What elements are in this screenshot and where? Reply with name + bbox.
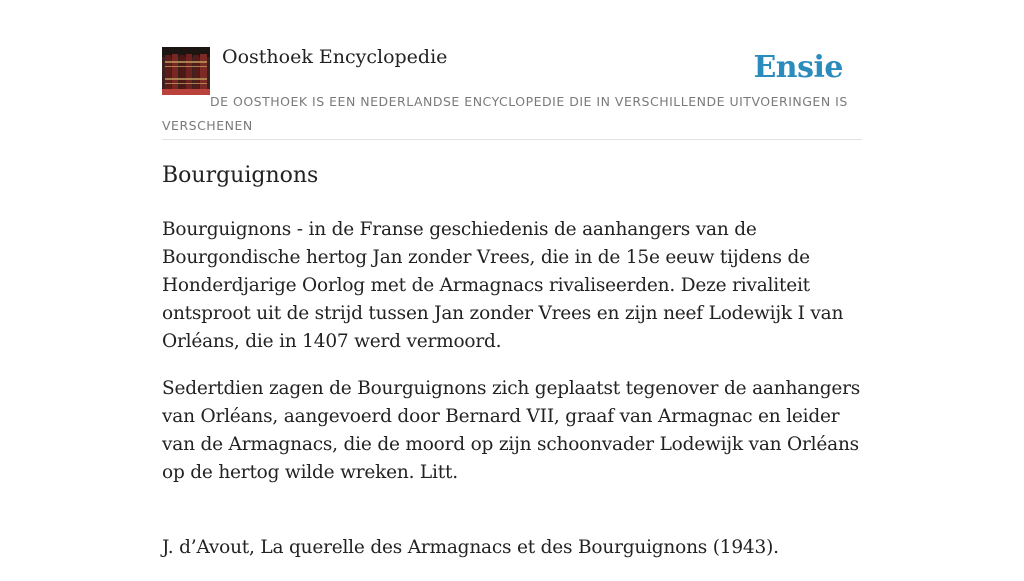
article-paragraph: Bourguignons - in de Franse geschiedenis de aanhangers van de Bourgondische hertog Jan zonder Vrees, die in de 15e eeuw tijdens de Honderdjarige Oorlog met de Armagnacs rivaliseerden. Deze rivaliteit ontsproot uit de strijd tussen Jan zonder Vrees en zijn neef Lodewijk I van Orléans, die in 1407 werd vermoord. bbox=[162, 219, 844, 352]
content-container bbox=[162, 0, 862, 558]
brand-logo[interactable]: Ensie bbox=[753, 50, 843, 85]
publication-tagline: DE OOSTHOEK IS EEN NEDERLANDSE ENCYCLOPEDIE DIE IN VERSCHILLENDE UITVOERINGEN IS VERSCHENEN bbox=[162, 94, 848, 133]
article-paragraph: Sedertdien zagen de Bourguignons zich geplaatst tegenover de aanhangers van Orléans, aangevoerd door Bernard VII, graaf van Armagnac en leider van de Armagnacs, die de moord op zijn schoonvader Lodewijk van Orléans op de hertog wilde wreken. Litt. bbox=[162, 378, 861, 483]
paragraph-spacer bbox=[162, 506, 862, 534]
article-title: Bourguignons bbox=[162, 163, 319, 188]
publication-header bbox=[162, 0, 862, 140]
avatar-image bbox=[162, 47, 210, 95]
publication-name[interactable]: Oosthoek Encyclopedie bbox=[222, 46, 448, 68]
encyclopedia-books-icon[interactable] bbox=[162, 47, 210, 95]
article-body bbox=[162, 216, 862, 581]
article-reference: J. d’Avout, La querelle des Armagnacs et des Bourguignons (1943). bbox=[162, 537, 779, 558]
